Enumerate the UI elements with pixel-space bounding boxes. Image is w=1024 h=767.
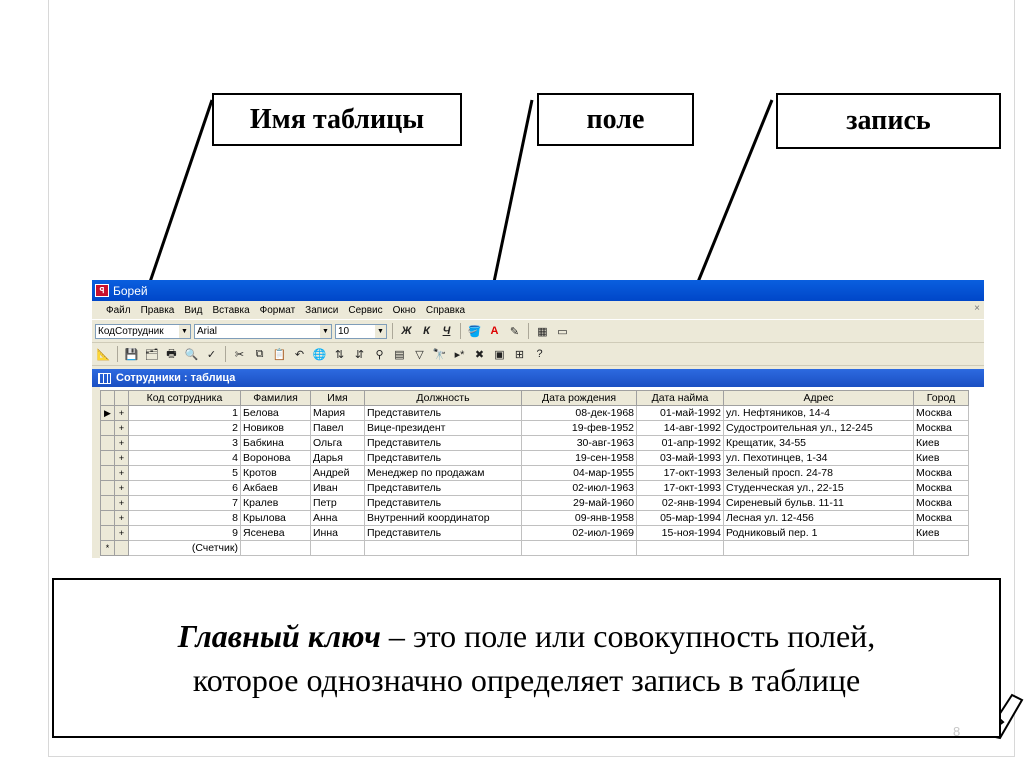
cell-city[interactable]: Киев — [914, 451, 969, 466]
table-window-title: Сотрудники : таблица — [116, 372, 236, 384]
cell-birth-date[interactable]: 29-май-1960 — [522, 496, 637, 511]
gridlines-icon[interactable]: ▦ — [537, 325, 548, 338]
undo-icon[interactable]: ↶ — [294, 348, 305, 361]
cell-address[interactable]: Лесная ул. 12-456 — [724, 511, 914, 526]
properties-icon[interactable]: ▣ — [494, 348, 505, 361]
record-selector[interactable] — [101, 496, 115, 511]
field-select[interactable] — [95, 324, 191, 339]
cell-hire-date[interactable]: 03-май-1993 — [637, 451, 724, 466]
table-row[interactable] — [101, 511, 969, 526]
cell-position[interactable]: Представитель — [365, 436, 522, 451]
new-record-cell[interactable] — [241, 541, 311, 556]
toolbar-separator — [460, 323, 461, 339]
cell-address[interactable]: ул. Пехотинцев, 1-34 — [724, 451, 914, 466]
cell-city[interactable]: Киев — [914, 526, 969, 541]
cell-address[interactable]: ул. Нефтяников, 14-4 — [724, 406, 914, 421]
cell-employee-id[interactable]: 7 — [129, 496, 241, 511]
menu-format[interactable]: Формат — [259, 304, 296, 316]
cell-first-name[interactable]: Петр — [311, 496, 365, 511]
cell-last-name[interactable]: Кралев — [241, 496, 311, 511]
cell-address[interactable]: Студенческая ул., 22-15 — [724, 481, 914, 496]
cell-last-name[interactable]: Бабкина — [241, 436, 311, 451]
new-record-cell[interactable] — [914, 541, 969, 556]
expand-icon[interactable]: + — [115, 436, 129, 451]
new-record-cell[interactable] — [311, 541, 365, 556]
app-title: Борей — [113, 283, 148, 298]
access-app-window — [92, 280, 984, 558]
paste-icon[interactable]: 📋 — [272, 348, 287, 361]
cell-city[interactable]: Москва — [914, 496, 969, 511]
cell-first-name[interactable]: Павел — [311, 421, 365, 436]
table-row[interactable] — [101, 421, 969, 436]
table-row[interactable] — [101, 436, 969, 451]
cell-birth-date[interactable]: 08-дек-1968 — [522, 406, 637, 421]
toolbar-separator — [528, 323, 529, 339]
column-header-position[interactable]: Должность — [365, 391, 522, 406]
table-row[interactable] — [101, 481, 969, 496]
cell-hire-date[interactable]: 14-авг-1992 — [637, 421, 724, 436]
column-header-last-name[interactable]: Фамилия — [241, 391, 311, 406]
cell-hire-date[interactable]: 17-окт-1993 — [637, 481, 724, 496]
cell-employee-id[interactable]: 5 — [129, 466, 241, 481]
menu-file[interactable]: Файл — [106, 304, 131, 316]
cell-first-name[interactable]: Ольга — [311, 436, 365, 451]
new-record-cell[interactable] — [365, 541, 522, 556]
font-select[interactable] — [194, 324, 332, 339]
callout-table-name — [212, 93, 462, 146]
cell-city[interactable]: Москва — [914, 511, 969, 526]
table-row[interactable] — [101, 466, 969, 481]
copy-icon[interactable]: ⧉ — [255, 347, 264, 360]
page-number: 8 — [953, 724, 961, 739]
chevron-down-icon: ▼ — [320, 325, 331, 338]
cell-city[interactable]: Киев — [914, 436, 969, 451]
column-header-address[interactable]: Адрес — [724, 391, 914, 406]
print-preview-icon[interactable]: 🔍 — [184, 348, 199, 361]
expand-icon[interactable]: + — [115, 421, 129, 436]
cell-birth-date[interactable]: 09-янв-1958 — [522, 511, 637, 526]
current-record-icon[interactable]: ▶ — [101, 406, 115, 421]
cell-hire-date[interactable]: 01-апр-1992 — [637, 436, 724, 451]
datasheet-toolbar — [92, 343, 984, 366]
view-icon[interactable]: 📐 — [96, 348, 111, 361]
autonumber-placeholder[interactable]: (Счетчик) — [129, 541, 241, 556]
definition-line-1 — [178, 614, 876, 658]
font-color-icon[interactable]: A — [490, 325, 499, 337]
cell-birth-date[interactable]: 02-июл-1963 — [522, 481, 637, 496]
expand-icon[interactable]: + — [115, 496, 129, 511]
callout-record-label: запись — [846, 105, 931, 136]
header-row — [101, 391, 969, 406]
table-window — [92, 369, 984, 558]
expand-icon[interactable]: + — [115, 511, 129, 526]
cell-birth-date[interactable]: 30-авг-1963 — [522, 436, 637, 451]
cell-address[interactable]: Сиреневый бульв. 11-11 — [724, 496, 914, 511]
record-selector[interactable] — [101, 421, 115, 436]
cell-address[interactable]: Родниковый пер. 1 — [724, 526, 914, 541]
cell-birth-date[interactable]: 04-мар-1955 — [522, 466, 637, 481]
cell-birth-date[interactable]: 02-июл-1969 — [522, 526, 637, 541]
cell-first-name[interactable]: Иван — [311, 481, 365, 496]
cell-city[interactable]: Москва — [914, 421, 969, 436]
new-record-icon[interactable]: ▸* — [454, 348, 465, 361]
select-all-cell[interactable] — [101, 391, 115, 406]
column-header-birth-date[interactable]: Дата рождения — [522, 391, 637, 406]
cell-hire-date[interactable]: 02-янв-1994 — [637, 496, 724, 511]
record-selector[interactable] — [101, 436, 115, 451]
column-header-first-name[interactable]: Имя — [311, 391, 365, 406]
expand-header-cell — [115, 391, 129, 406]
cell-address[interactable]: Зеленый просп. 24-78 — [724, 466, 914, 481]
sort-descending-icon[interactable]: ⇵ — [354, 348, 365, 361]
font-select-value: Arial — [197, 325, 218, 337]
definition-text-1: – это поле или совокупность полей, — [380, 618, 876, 654]
toolbar-separator — [117, 346, 118, 362]
cell-position[interactable]: Представитель — [365, 451, 522, 466]
callout-table-name-label: Имя таблицы — [249, 103, 425, 135]
cut-icon[interactable]: ✂ — [234, 348, 245, 361]
cell-position[interactable]: Менеджер по продажам — [365, 466, 522, 481]
column-header-city[interactable]: Город — [914, 391, 969, 406]
apply-filter-icon[interactable]: ▽ — [415, 348, 424, 361]
line-color-icon[interactable]: ✎ — [509, 325, 520, 338]
cell-position[interactable]: Внутренний координатор — [365, 511, 522, 526]
cell-position[interactable]: Представитель — [365, 496, 522, 511]
database-window-icon[interactable]: ⊞ — [514, 348, 525, 361]
cell-city[interactable]: Москва — [914, 466, 969, 481]
formatting-toolbar — [92, 320, 984, 343]
cell-hire-date[interactable]: 01-май-1992 — [637, 406, 724, 421]
record-selector[interactable] — [101, 511, 115, 526]
window-left-edge — [92, 387, 100, 558]
cell-address[interactable]: Крещатик, 34-55 — [724, 436, 914, 451]
cell-employee-id[interactable]: 9 — [129, 526, 241, 541]
filter-by-form-icon[interactable]: ▤ — [394, 348, 405, 361]
cell-employee-id[interactable]: 3 — [129, 436, 241, 451]
menu-bar — [92, 301, 984, 320]
definition-box — [52, 578, 1001, 738]
menu-window[interactable]: Окно — [392, 304, 416, 316]
help-icon[interactable]: ? — [536, 348, 543, 360]
cell-first-name[interactable]: Анна — [311, 511, 365, 526]
cell-first-name[interactable]: Мария — [311, 406, 365, 421]
cell-city[interactable]: Москва — [914, 406, 969, 421]
save-icon[interactable]: 💾 — [124, 348, 139, 361]
font-size-value: 10 — [338, 325, 350, 337]
datasheet-table — [100, 390, 969, 556]
bold-button[interactable]: Ж — [401, 325, 412, 337]
cell-address[interactable]: Судостроительная ул., 12-245 — [724, 421, 914, 436]
expand-icon[interactable]: + — [115, 451, 129, 466]
filter-by-selection-icon[interactable]: ⚲ — [375, 348, 384, 361]
cell-hire-date[interactable]: 17-окт-1993 — [637, 466, 724, 481]
expand-icon[interactable]: + — [115, 481, 129, 496]
cell-last-name[interactable]: Воронова — [241, 451, 311, 466]
cell-birth-date[interactable]: 19-сен-1958 — [522, 451, 637, 466]
cell-position[interactable]: Представитель — [365, 526, 522, 541]
cell-city[interactable]: Москва — [914, 481, 969, 496]
delete-record-icon[interactable]: ✖ — [474, 348, 485, 361]
record-selector[interactable] — [101, 451, 115, 466]
table-window-title-bar[interactable] — [92, 369, 984, 387]
hyperlink-icon[interactable]: 🌐 — [312, 348, 327, 361]
record-selector[interactable] — [101, 526, 115, 541]
spelling-icon[interactable]: ✓ — [206, 348, 217, 361]
sort-ascending-icon[interactable]: ⇅ — [334, 348, 345, 361]
new-record-cell[interactable] — [637, 541, 724, 556]
chevron-down-icon: ▼ — [375, 325, 386, 338]
cell-last-name[interactable]: Новиков — [241, 421, 311, 436]
cell-birth-date[interactable]: 19-фев-1952 — [522, 421, 637, 436]
field-select-value: КодСотрудник — [98, 325, 164, 337]
cell-employee-id[interactable]: 2 — [129, 421, 241, 436]
cell-last-name[interactable]: Кротов — [241, 466, 311, 481]
find-icon[interactable]: 🔭 — [432, 348, 447, 361]
print-icon[interactable]: 🖶 — [166, 347, 177, 360]
font-size-select[interactable] — [335, 324, 387, 339]
definition-term: Главный ключ — [177, 618, 381, 654]
cell-employee-id[interactable]: 4 — [129, 451, 241, 466]
toolbar-separator — [392, 323, 393, 339]
record-selector[interactable] — [101, 481, 115, 496]
cell-last-name[interactable]: Белова — [241, 406, 311, 421]
new-record-row[interactable] — [101, 541, 969, 556]
cell-first-name[interactable]: Андрей — [311, 466, 365, 481]
app-title-bar[interactable] — [92, 280, 984, 301]
menu-view[interactable]: Вид — [184, 304, 203, 316]
record-selector[interactable] — [101, 466, 115, 481]
menu-insert[interactable]: Вставка — [212, 304, 250, 316]
chevron-down-icon: ▼ — [179, 325, 190, 338]
expand-icon[interactable]: + — [115, 466, 129, 481]
cell-last-name[interactable]: Крылова — [241, 511, 311, 526]
cell-employee-id[interactable]: 8 — [129, 511, 241, 526]
callout-record — [776, 93, 1001, 149]
cell-first-name[interactable]: Дарья — [311, 451, 365, 466]
table-row[interactable] — [101, 451, 969, 466]
cell-last-name[interactable]: Акбаев — [241, 481, 311, 496]
close-icon[interactable]: × — [974, 303, 980, 314]
menu-help[interactable]: Справка — [425, 304, 466, 316]
cell-last-name[interactable]: Ясенева — [241, 526, 311, 541]
column-header-employee-id[interactable]: Код сотрудника — [129, 391, 241, 406]
cell-hire-date[interactable]: 15-ноя-1994 — [637, 526, 724, 541]
table-row[interactable] — [101, 406, 969, 421]
cell-first-name[interactable]: Инна — [311, 526, 365, 541]
new-record-icon: * — [101, 541, 115, 556]
fill-color-icon[interactable]: 🪣 — [467, 325, 482, 338]
callout-field — [537, 93, 694, 146]
callout-field-label: поле — [586, 103, 645, 135]
new-record-expand-cell — [115, 541, 129, 556]
cell-position[interactable]: Представитель — [365, 406, 522, 421]
toolbar-separator — [225, 346, 226, 362]
search-file-icon[interactable]: 🗂 — [144, 348, 159, 361]
table-row[interactable] — [101, 496, 969, 511]
underline-button[interactable]: Ч — [442, 325, 451, 337]
definition-line-2: которое однозначно определяет запись в таблице — [192, 662, 861, 698]
menu-tools[interactable]: Сервис — [348, 304, 383, 316]
table-row[interactable] — [101, 526, 969, 541]
expand-icon[interactable]: + — [115, 526, 129, 541]
menu-records[interactable]: Записи — [305, 304, 339, 316]
expand-icon[interactable]: + — [115, 406, 129, 421]
cell-employee-id[interactable]: 6 — [129, 481, 241, 496]
cell-position[interactable]: Представитель — [365, 481, 522, 496]
datasheet-icon — [98, 373, 111, 384]
menu-edit[interactable]: Правка — [140, 304, 175, 316]
new-record-cell[interactable] — [724, 541, 914, 556]
cell-position[interactable]: Вице-президент — [365, 421, 522, 436]
cell-employee-id[interactable]: 1 — [129, 406, 241, 421]
new-record-cell[interactable] — [522, 541, 637, 556]
column-header-hire-date[interactable]: Дата найма — [637, 391, 724, 406]
cell-hire-date[interactable]: 05-мар-1994 — [637, 511, 724, 526]
access-key-icon: ꟼ — [95, 284, 109, 297]
special-effect-icon[interactable]: ▭ — [557, 325, 568, 338]
italic-button[interactable]: К — [423, 325, 430, 337]
